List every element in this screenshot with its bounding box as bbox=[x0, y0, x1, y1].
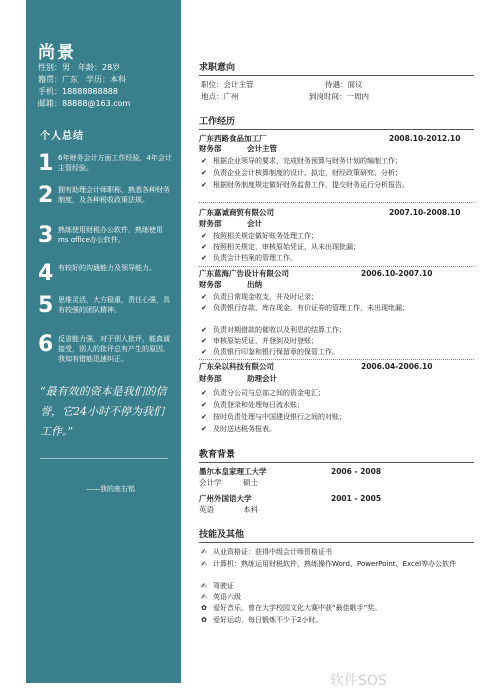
check-icon: ✔ bbox=[201, 337, 207, 345]
check-icon: ✔ bbox=[201, 348, 207, 356]
edu-label: 学历： bbox=[86, 75, 110, 84]
place-label: 地点： bbox=[201, 92, 224, 101]
summary-item bbox=[38, 334, 173, 364]
skill-item bbox=[199, 615, 474, 625]
job-period: 2006.10-2007.10 bbox=[361, 269, 433, 278]
pay-label: 待遇： bbox=[325, 80, 348, 89]
duty-text: 负责分公司与总部之间的资金电汇； bbox=[213, 389, 325, 397]
job-role: 出纳 bbox=[247, 280, 262, 289]
check-icon: ✔ bbox=[201, 304, 207, 312]
check-icon: ✔ bbox=[201, 326, 207, 334]
job-duty bbox=[199, 412, 474, 422]
summary-number: 5 bbox=[38, 293, 54, 318]
job-duty bbox=[199, 156, 474, 166]
edu-value: 本科 bbox=[110, 75, 126, 84]
summary-text: 有较好的沟通能力及领导能力。 bbox=[58, 264, 156, 272]
job-role: 会计主管 bbox=[247, 144, 277, 153]
job-duty bbox=[199, 347, 474, 357]
email-value[interactable]: 88888@163.com bbox=[62, 99, 131, 108]
school-name: 广州外国语大学 bbox=[199, 494, 252, 503]
summary-item bbox=[38, 223, 173, 248]
summary-text: 拥有助理会计师职称，熟悉各种财务制度，及各种税收政策法规。 bbox=[58, 186, 170, 204]
summary-title: 个人总结 bbox=[40, 131, 84, 142]
school-degree: 本科 bbox=[243, 505, 258, 514]
place-value: 广州 bbox=[223, 92, 239, 101]
basic-info bbox=[38, 62, 130, 110]
duty-text: 负责对期借款的催收以及利息的结算工作； bbox=[213, 326, 346, 334]
motto-signature: ——我的座右铭 bbox=[86, 485, 135, 493]
summary-text: 反省能力强，对于别人批评，能真诚接受，别人的批评总有产生的原因，我知有错能迅速纠正。 bbox=[58, 335, 170, 363]
job-period: 2006.04-2006.10 bbox=[361, 362, 433, 371]
gender-label: 性别： bbox=[38, 63, 62, 72]
skills-heading: 技能及其他 bbox=[199, 527, 474, 543]
duty-text: 负责日常现金收支，并及时记录； bbox=[213, 293, 318, 301]
summary-text: 熟练使用财税办公软件，熟练使用ms office办公软件。 bbox=[58, 226, 163, 244]
job-duty bbox=[199, 231, 474, 241]
job-duty bbox=[199, 388, 474, 398]
job-dept: 财务部 bbox=[199, 144, 222, 153]
pencil-icon: ✍ bbox=[201, 582, 207, 590]
check-icon: ✔ bbox=[201, 169, 207, 177]
job-period: 2008.10-2012.10 bbox=[389, 134, 461, 143]
site-watermark: 软件SOS bbox=[330, 673, 387, 689]
check-icon: ✔ bbox=[201, 401, 207, 409]
work-heading: 工作经历 bbox=[199, 114, 474, 130]
pencil-icon: ✍ bbox=[201, 548, 207, 556]
job-separator bbox=[199, 266, 474, 267]
duty-text: 及时送达税务报表。 bbox=[213, 425, 276, 433]
gender-value: 男 bbox=[62, 63, 70, 72]
summary-text: 6年财务会计方面工作经验，4年会计主管经验。 bbox=[58, 154, 172, 172]
job-separator bbox=[199, 202, 474, 203]
summary-number: 1 bbox=[38, 151, 54, 176]
duty-text: 按时负责处理与中国建设银行之间的对账； bbox=[213, 413, 346, 421]
school-major: 会计学 bbox=[199, 478, 222, 487]
job-company: 广东蓝海广告设计有限公司 bbox=[199, 269, 289, 278]
job-period: 2007.10-2008.10 bbox=[389, 208, 461, 217]
job-duty bbox=[199, 400, 474, 410]
check-icon: ✔ bbox=[201, 232, 207, 240]
job-dept: 财务部 bbox=[199, 280, 222, 289]
skill-item bbox=[199, 559, 474, 569]
duty-text: 负责企业会计核算制度的设计、拟定，财经政策研究、分析； bbox=[213, 169, 402, 177]
intent-heading: 求职意向 bbox=[199, 60, 474, 76]
intent-position bbox=[201, 80, 254, 90]
job-duty bbox=[199, 336, 474, 346]
job-duty bbox=[199, 292, 474, 302]
school-major: 英语 bbox=[199, 505, 214, 514]
school-period: 2001 - 2005 bbox=[331, 494, 382, 503]
summary-item bbox=[38, 293, 173, 318]
check-icon: ✔ bbox=[201, 389, 207, 397]
summary-number: 6 bbox=[38, 332, 54, 357]
duty-text: 负责会计档案的管理工作。 bbox=[213, 254, 297, 262]
summary-number: 2 bbox=[38, 183, 54, 208]
summary-item bbox=[38, 151, 173, 176]
job-duty bbox=[199, 168, 474, 178]
check-icon: ✔ bbox=[201, 293, 207, 301]
duty-text: 负责银行存款、库存现金、有价证券的管理工作，未出现纰漏； bbox=[213, 304, 409, 312]
job-duty bbox=[199, 424, 474, 434]
skill-item bbox=[199, 581, 474, 591]
skill-text: 英语六级 bbox=[213, 593, 241, 601]
skill-item bbox=[199, 603, 474, 613]
age-label: 年龄： bbox=[78, 63, 102, 72]
pencil-icon: ✍ bbox=[201, 593, 207, 601]
position-value: 会计主管 bbox=[223, 80, 254, 89]
summary-item bbox=[38, 261, 173, 286]
person-name: 尚景 bbox=[38, 43, 76, 63]
duty-text: 负责登录和处理每日流水账； bbox=[213, 401, 304, 409]
duty-text: 按照相关规定，审核原始凭证，从未出现批漏； bbox=[213, 243, 360, 251]
skill-text: 爱好运动，每日锻炼不少于2小时。 bbox=[213, 616, 323, 624]
summary-text: 思维灵活，大方稳重，责任心强，具有较强的团队精神。 bbox=[58, 296, 170, 314]
job-dept: 财务部 bbox=[199, 219, 222, 228]
skill-text: 计算机：熟练运用财税软件，熟练操作Word、PowerPoint、Excel等办公软件 bbox=[213, 560, 457, 568]
duty-text: 审核原始凭证，并登到及时登账； bbox=[213, 337, 318, 345]
job-duty bbox=[199, 303, 474, 313]
school-name: 墨尔本皇家理工大学 bbox=[199, 467, 267, 476]
motto-quote: “最有效的资本是我们的信誉，它24小时不停为我们工作。” bbox=[40, 385, 167, 438]
duty-text: 负责银行印鉴和银行保留章的保管工作。 bbox=[213, 348, 339, 356]
check-icon: ✔ bbox=[201, 157, 207, 165]
job-company: 广东西路食品加工厂 bbox=[199, 134, 267, 143]
job-company: 广东朵以科技有限公司 bbox=[199, 362, 274, 371]
phone-value: 18888888888 bbox=[62, 87, 118, 96]
arrive-label: 到岗时间： bbox=[309, 92, 347, 101]
check-icon: ✔ bbox=[201, 413, 207, 421]
job-duty bbox=[199, 253, 474, 263]
origin-label: 籍贯： bbox=[38, 75, 62, 84]
age-value: 28岁 bbox=[102, 63, 121, 72]
quote-divider bbox=[40, 458, 168, 459]
summary-item bbox=[38, 183, 173, 208]
duty-text: 根据财务制度规定做好财务监督工作，提交财务运行分析报告。 bbox=[213, 181, 409, 189]
intent-pay bbox=[325, 80, 363, 90]
job-role: 助理会计 bbox=[247, 374, 277, 383]
skill-text: 爱好音乐，曾在大学校园文化大赛中获“最佳歌手”奖。 bbox=[213, 604, 382, 612]
phone-label: 手机： bbox=[38, 87, 62, 96]
resume-main bbox=[199, 0, 474, 699]
summary-number: 4 bbox=[38, 261, 54, 286]
flower-icon: ✿ bbox=[201, 616, 207, 624]
check-icon: ✔ bbox=[201, 243, 207, 251]
pay-value: 面议 bbox=[347, 80, 363, 89]
check-icon: ✔ bbox=[201, 181, 207, 189]
check-icon: ✔ bbox=[201, 425, 207, 433]
duty-text: 按照相关规定做好账务处理工作； bbox=[213, 232, 318, 240]
job-role: 会计 bbox=[247, 219, 262, 228]
flower-icon: ✿ bbox=[201, 604, 207, 612]
email-label: 邮箱： bbox=[38, 99, 62, 108]
job-duty bbox=[199, 325, 474, 335]
job-duty bbox=[199, 242, 474, 252]
skill-item bbox=[199, 547, 474, 557]
education-heading: 教育背景 bbox=[199, 447, 474, 463]
job-duty bbox=[199, 180, 474, 190]
job-company: 广东嘉诚商贸有限公司 bbox=[199, 208, 274, 217]
arrive-value: 一周内 bbox=[346, 92, 369, 101]
school-period: 2006 - 2008 bbox=[331, 467, 382, 476]
skill-item bbox=[199, 592, 474, 602]
intent-arrive bbox=[309, 92, 369, 102]
origin-value: 广东 bbox=[62, 75, 78, 84]
job-dept: 财务部 bbox=[199, 374, 222, 383]
school-degree: 硕士 bbox=[243, 478, 258, 487]
pencil-icon: ✍ bbox=[201, 560, 207, 568]
duty-text: 根据企业领导的要求，完成财务预算与财务计划的编制工作； bbox=[213, 157, 402, 165]
intent-place bbox=[201, 92, 239, 102]
position-label: 职位： bbox=[201, 80, 224, 89]
summary-number: 3 bbox=[38, 223, 54, 248]
check-icon: ✔ bbox=[201, 254, 207, 262]
job-separator bbox=[199, 359, 474, 360]
skill-text: 从业资格证：获得中级会计师资格证书 bbox=[213, 548, 332, 556]
skill-text: 驾驶证 bbox=[213, 582, 234, 590]
profile-sidebar bbox=[26, 0, 181, 683]
